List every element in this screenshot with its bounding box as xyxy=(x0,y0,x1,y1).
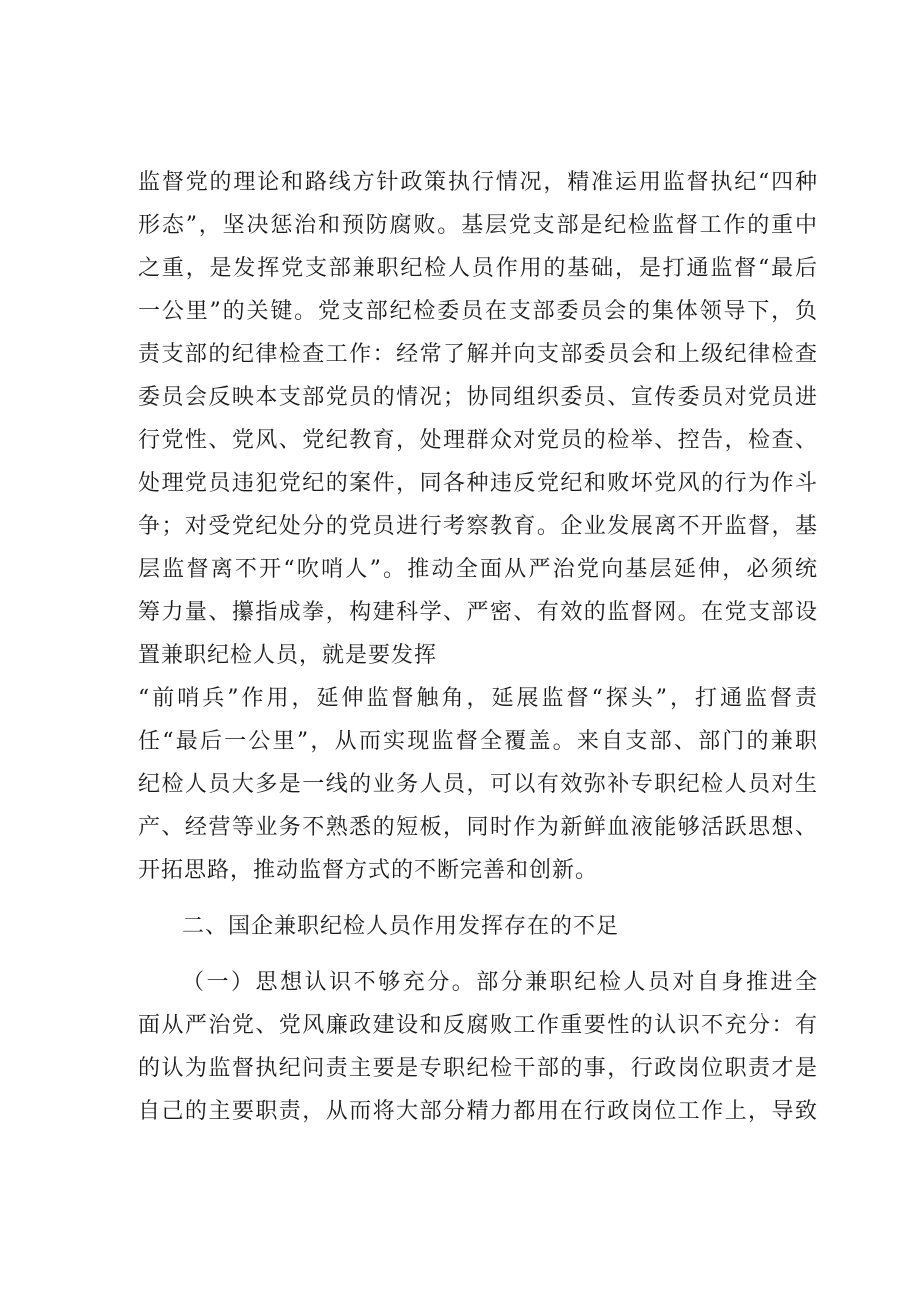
paragraph-line: 任“最后一公里”，从而实现监督全覆盖。来自支部、部门的兼职 xyxy=(138,729,818,754)
paragraph-line: 置兼职纪检人员，就是要发挥 xyxy=(138,643,438,668)
paragraph-line: 层监督离不开“吹哨人”。推动全面从严治党向基层延伸，必须统 xyxy=(138,557,818,582)
paragraph-line: 责支部的纪律检查工作：经常了解并向支部委员会和上级纪律检查 xyxy=(138,342,818,367)
paragraph-line: 纪检人员大多是一线的业务人员，可以有效弥补专职纪检人员对生 xyxy=(138,772,818,797)
paragraph-line: 自己的主要职责，从而将大部分精力都用在行政岗位工作上，导致 xyxy=(138,1099,818,1124)
paragraph-line: 形态”，坚决惩治和预防腐败。基层党支部是纪检监督工作的重中 xyxy=(138,213,818,238)
paragraph-line: 筹力量、攥指成拳，构建科学、严密、有效的监督网。在党支部设 xyxy=(138,600,818,625)
paragraph-line: 开拓思路，推动监督方式的不断完善和创新。 xyxy=(138,858,599,883)
paragraph-line: 之重，是发挥党支部兼职纪检人员作用的基础，是打通监督“最后 xyxy=(138,256,818,281)
paragraph-line: 行党性、党风、党纪教育，处理群众对党员的检举、控告，检查、 xyxy=(138,428,818,453)
paragraph-line: 争；对受党纪处分的党员进行考察教育。企业发展离不开监督，基 xyxy=(138,514,818,539)
section-heading: 二、国企兼职纪检人员作用发挥存在的不足 xyxy=(182,914,620,939)
paragraph-line: 监督党的理论和路线方针政策执行情况，精准运用监督执纪“四种 xyxy=(138,170,818,195)
paragraph-line: 处理党员违犯党纪的案件，同各种违反党纪和败坏党风的行为作斗 xyxy=(138,471,818,496)
paragraph-line: “前哨兵”作用，延伸监督触角，延展监督“探头”，打通监督责 xyxy=(138,686,818,711)
paragraph-line: 一公里”的关键。党支部纪检委员在支部委员会的集体领导下，负 xyxy=(138,299,818,324)
paragraph-line: 委员会反映本支部党员的情况；协同组织委员、宣传委员对党员进 xyxy=(138,385,818,410)
paragraph-line: 的认为监督执纪问责主要是专职纪检干部的事，行政岗位职责才是 xyxy=(138,1056,818,1081)
paragraph-line: 产、经营等业务不熟悉的短板，同时作为新鲜血液能够活跃思想、 xyxy=(138,815,818,840)
paragraph-line: （一）思想认识不够充分。部分兼职纪检人员对自身推进全 xyxy=(182,970,818,995)
paragraph-line: 面从严治党、党风廉政建设和反腐败工作重要性的认识不充分：有 xyxy=(138,1013,818,1038)
